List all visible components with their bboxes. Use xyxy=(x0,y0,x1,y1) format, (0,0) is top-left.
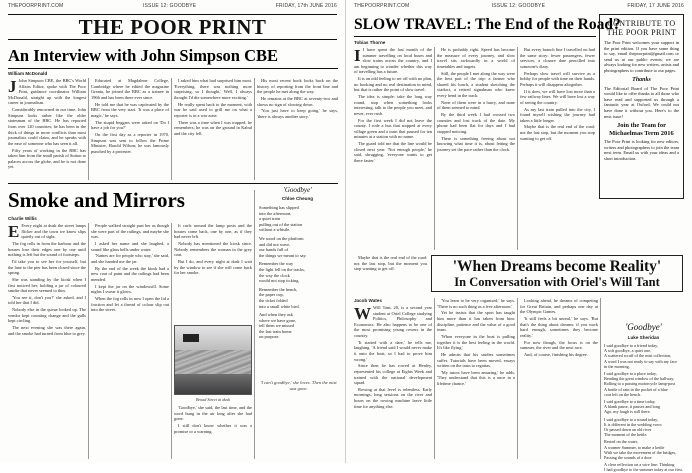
slow-travel-byline: Tobias Thorne xyxy=(354,40,386,45)
smoke-column-3: It curls around the lamp posts and the houses come back, one by one, as if they had never left. Nobody has mentioned the kiosk since. Nobody remembers the woman in the grey coat. But I do, and every night at dusk I wait by the window to see if she will come back for her smoke. xyxy=(174,223,252,276)
interview-column-3: I asked him what had surprised him most. 'Everything, there was nothing more surprising, so I thought,' Well, I always thought I'd die somewhere more exciting.' He really spent back to the moment, with war he said used to grill me on what a reporter is in a war zone. There was a time when I was trapped, he remembers; he was on the ground in Kabul and the city fell. xyxy=(174,78,252,136)
smoke-column-2: People walked straight past her as though she were part of the railings, and maybe she was. I asked her name and she laughed, a sound like glass bells under water. 'Names are for people who stay,' she said, and she handed me the jar. By the end of the week the kiosk had a new coat of paint and the railings had been mended. I kept the jar on the windowsill. Some nights I swear it glows. When the fog rolls in now I open the lid a fraction and let a thread of colour slip out into the street. xyxy=(91,223,169,313)
drop-cap: I xyxy=(354,46,361,65)
poem-byline: Chloe Cheung xyxy=(281,196,314,201)
dreams-column-2: 'You learn to be very organised,' he says. 'There is no such thing as a free afternoon.' Yet he insists that the sport has taught him more than it has taken from him: discipline, patience and the value of a good team. 'When everyone in the boat is pulling together it is the best feeling in the world. It's like flying.' He admits that his studies sometimes suffer. Tutorials have been moved, essays written on the train to regattas. 'My tutors have been amazing,' he adds. 'They understand that this is a once in a lifetime chance.' xyxy=(437,298,515,387)
column-divider xyxy=(254,190,255,459)
photo-street-sign xyxy=(183,334,200,342)
site-url[interactable]: THEPOORPRINT.COM xyxy=(354,3,410,9)
goodbye-poem: Something has slipped into the afternoon, a quiet train pulling out of the station without a whistle. We stood on the platform and did not wave, our hands full of the things we meant to say. Remember the way the light fell on the tracks, the way the clock would not stop ticking. Remember the bench, the paper cup, the ticket folded into a small white bird. And when they ask where we have gone, tell them we missed the last train home on purpose. xyxy=(259,205,307,340)
street-photo xyxy=(174,325,252,395)
column-divider xyxy=(88,223,89,459)
interview-column-1: J John Simpson CBE, the BBC's World Affairs Editor, spoke with The Poor Print, guidance coordinator William McDonald, straight up with the longest career in journalism. Considerably renowned in our time, John Simpson looks rather like the older statesman of the BBC. He has reported from over 120 countries; he has been in the thick of things in more conflicts than most journalists could claim, and he speaks with the ease of someone who has seen it all. Fifty years of working in the BBC has taken him from the small parish of Sutton to palaces across the globe, and he is not done yet. xyxy=(8,77,86,170)
issue-label: ISSUE 12: GOODBYE xyxy=(491,3,546,9)
slow-travel-column-1: I I have spent the last month of the summer travelling on local buses and slow trains across the country, and I am beginning to wonder whether this way of travelling has a future. It is an odd feeling to set off with no plan, no booking and no real destination in mind, but that is rather the point of slow travel. The idea is simple: take the long way round, stop when something looks interesting, talk to the people you meet, and never, ever rush. For the first week I did not leave the county. I rode a bus that stopped at every village green and a train that paused for ten minutes at a station with no name. The guard told me that the line would be closed next year. 'Not enough people,' he said, shrugging, 'everyone wants to get there faster.' xyxy=(354,46,432,164)
dreams-column-3: Looking ahead, he dreams of competing for Great Britain, and perhaps one day at the Olympic Games. 'It still feels a bit unreal,' he says. 'But that's the thing about dreams: if you work hard enough, sometimes they become reality.' For now though, the focus is on the summer, the river and the next race. And, of course, finishing his degree. xyxy=(520,298,598,357)
join-team-text: The Poor Print is looking for new editors, writers and photographers to join the team next term. Email us with your ideas and a short introduction. xyxy=(604,139,679,161)
headline-underline xyxy=(8,68,338,69)
thanks-text: The Editorial Board of The Poor Print would like to offer thanks to all those who have read and supported us through a fantastic year at Oxford. We could not have done it without you. Here's to the next issue! xyxy=(604,85,679,119)
smoke-headline: Smoke and Mirrors xyxy=(8,188,185,212)
issue-date: FRIDAY, 17th JUNE 2016 xyxy=(275,3,337,9)
dreams-intro-column: Maybe that is the real end of the road: not the last stop, but the moment you stop wanting to get off. xyxy=(354,255,427,272)
join-team-heading: Join the Team for Michaelmas Term 2016 xyxy=(609,122,674,137)
slow-travel-column-2: He is probably right. Speed has become the measure of every journey, and slow travel sits awkwardly in a world of timetables and targets. Still, the people I met along the way were the best part of the trip: a farmer who shared his lunch, a student sketching the viaduct, a retired signalman who knew every bend in the track. None of them were in a hurry, and none of them seemed to mind. By the third week I had crossed two counties and lost track of the date. My phone had been flat for days and I had stopped noticing. There is something freeing about not knowing what time it is, about letting the journey set the pace rather than the clock. xyxy=(437,47,515,152)
column-divider xyxy=(517,298,518,459)
dreams-headline-box xyxy=(431,255,683,292)
right-running-header xyxy=(354,3,684,12)
interview-column-4: His most recent book looks back on the history of reporting from the front line and the people he met along the way. He remains at the BBC at seventy-two and shows no sign of slowing down. 'You just have to keep going,' he says, 'there is always another story.' xyxy=(257,78,338,119)
interview-column-2: Educated at Magdalene College, Cambridge where he edited the magazine Granta, he joined the BBC as a trainee in 1966 and has been there ever since. He told me that he was captivated by the BBC from the very start. 'It was a place of magic,' he says. The stupid beggars were asked on 'Do I have a job for you?' On the first day as a reporter in 1970, Simpson was sent to follow the Prime Minister, Harold Wilson; he was famously punched by a protester. xyxy=(91,78,169,154)
goodbye-poem-title: 'Goodbye' xyxy=(625,322,662,332)
left-running-header xyxy=(8,3,337,12)
photo-caption: Broad Street at dusk xyxy=(196,397,230,402)
column-divider xyxy=(254,78,255,180)
goodbye-poem-right: I said goodbye to a friend today, A soft goodbye, a quiet one, A scattered scruff of the mist collection, A word I was not ready to say with my face in the morning. I said goodbye to a place today, Bending the great window of the hallway, Rolling to a passing motorcycle lamp-post A bottle of rain in the pocket of a blue coat left on the bench. I said goodbye to a time today, A blank pause, it pauses and long Ago, my laugh is still there. I said goodbye to a sound today, It is different in the wedding vows Or passed down an old river The moment of the kettle. Rested on the water, A warmer Summer, to make a kettle With we take the movement of the bridges, Passing the sounds of a door A clear reflection on a wire line: Thinking I had goodbye to the summer today at our first. xyxy=(604,343,683,473)
thanks-heading: Thanks xyxy=(632,76,651,83)
poem-title: 'Goodbye' xyxy=(283,186,312,194)
column-divider xyxy=(171,223,172,459)
drop-cap: W xyxy=(354,304,371,323)
drop-cap: E xyxy=(8,222,20,241)
site-url[interactable]: THEPOORPRINT.COM xyxy=(8,3,64,9)
pull-quote: 'I can't goodbye,' she loves. Then the mist was gone. xyxy=(260,380,337,391)
dreams-byline: Jacob Wates xyxy=(354,298,382,303)
slow-travel-column-3: But every branch line I travelled on had the same story: fewer passengers, fewer services, a closure date pencilled into someone's diary. Perhaps slow travel will survive as a hobby for people with time on their hands. Perhaps it will disappear altogether. If it does, we will have lost more than a few railway lines. We will have lost a way of seeing the country. As my last train pulled into the city, I found myself wishing the journey had taken a little longer. Maybe that is the real end of the road: not the last stop, but the moment you stop wanting to get off. xyxy=(520,47,595,141)
column-divider xyxy=(171,78,172,180)
section-divider xyxy=(8,183,338,184)
column-divider xyxy=(88,78,89,180)
column-divider xyxy=(434,298,435,459)
photo-road xyxy=(175,374,251,394)
smoke-column-1: E Every night at dusk the street lamps flicker and the town we know slips quietly out of sight. The fog rolls in from the harbour and the houses lose their edges one by one until nothing is left but the sound of footsteps. I'd take you to see her for yourself, but the lane to the pier has been closed since the spring. She was standing by the kiosk when I first noticed her, holding a jar of coloured smoke that never seemed to thin. 'You see it, don't you?' she asked, and I told her that I did. Nobody else in the queue looked up. The vendor kept counting change and the gulls kept circling. The next evening she was there again, and the smoke had turned from blue to grey. xyxy=(8,222,86,336)
slow-travel-headline: SLOW TRAVEL: The End of the Road? xyxy=(354,16,621,33)
contribute-box xyxy=(599,14,684,199)
issue-date: FRIDAY, 17 JUNE 2016 xyxy=(627,3,684,9)
right-page xyxy=(346,0,692,473)
smoke-column-3b: 'Goodbye,' she said, the last time, and the word hung in the air long after she had gone. I still don't know whether it was a promise or a warning. xyxy=(174,405,252,434)
interview-headline: An Interview with John Simpson CBE xyxy=(8,46,279,65)
contribute-heading: CONTRIBUTE TO THE POOR PRINT xyxy=(606,19,677,37)
headline-underline xyxy=(354,36,596,37)
contribute-intro: The Poor Print welcomes your support in the print edition. If you have some thing to say, email thepoorprint@gmail.com or send us at our public events; we are always looking for new writers, artists and photographers to contribute to our pages. xyxy=(604,40,679,73)
interview-byline: William McDonald xyxy=(8,71,48,76)
masthead: THE POOR PRINT xyxy=(8,14,337,40)
column-divider xyxy=(434,47,435,250)
issue-label: ISSUE 12: GOODBYE xyxy=(142,3,197,9)
left-page xyxy=(0,0,346,463)
column-divider xyxy=(517,47,518,250)
dreams-headline: 'When Dreams become Reality' xyxy=(452,258,662,275)
column-divider xyxy=(600,298,601,459)
smoke-byline: Charlie Willis xyxy=(8,216,37,221)
drop-cap: J xyxy=(8,77,17,96)
dreams-subheadline: In Conversation with Oriel's Will Tant xyxy=(454,275,660,289)
goodbye-poem-byline: Luke Sheridan xyxy=(627,335,660,340)
dreams-column-1: W Will Tant, 20, is a second year student at Oriel College studying Politics, Philosophy and Economics. He also happens to be one of the most promising young rowers in the country. 'It started with a dare,' he tells me, laughing. 'A friend said I would never make it onto the boat, so I had to prove him wrong.' Since then he has rowed at Henley, represented his college at Eights Week and trained with the national development squad. Rowing at that level is relentless. Early mornings, long sessions on the river and hours on the rowing machine leave little time for anything else. xyxy=(354,304,432,409)
